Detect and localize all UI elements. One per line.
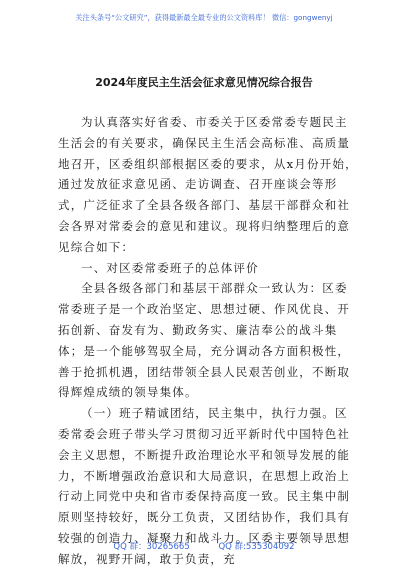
document-title: 2024年度民主生活会征求意见情况综合报告 bbox=[95, 76, 313, 89]
subsection-paragraph: （一）班子精诚团结，民主集中，执行力强。区委常委会班子带头学习贯彻习近平新时代中国特色社会主义思想，不断提升政治理论水平和领导发展的能力，不断增强政治意识和大局意识，在思想上政治上行动上同党中央和省市委保持高度一致。民主集中制原则坚持较好，既分工负责，又团结协作，我们具有较强的创造力、凝聚力和战斗力。区委主要领导思想解放，视野开阔，敢于负责，充 bbox=[58, 406, 351, 566]
qq-group-1: QQ 群：30265665 bbox=[113, 542, 190, 552]
qq-group-footer bbox=[0, 540, 408, 552]
intro-paragraph: 为认真落实好省委、市委关于区委常委专题民主生活会的有关要求，确保民主生活会高标准、高质量地召开，区委组织部根据区委的要求，从x月份开始，通过发放征求意见函、走访调查、召开座谈会等形式，广泛征求了全县各级各部门、基层干部群众和社会各界对常委会的意见和建议。现将归纳整理后的意见综合如下： bbox=[58, 115, 358, 254]
qq-group-2: QQ 群:535304092 bbox=[218, 542, 295, 552]
document-body bbox=[58, 112, 358, 570]
evaluation-paragraph: 全县各级各部门和基层干部群众一致认为：区委常委班子是一个政治坚定、思想过硬、作风优良、开拓创新、奋发有为、勤政务实、廉洁奉公的战斗集体；是一个能够驾驭全局，充分调动各方面积极性，善于抢抓机遇，团结带领全县人民艰苦创业，不断取得辉煌成绩的领导集体。 bbox=[58, 281, 351, 400]
promo-banner: 关注头条号“公文研究”，获得最新最全最专业的公文资料库！ 微信：gongwenyj bbox=[75, 13, 333, 22]
section-heading: 一、对区委常委班子的总体评价 bbox=[81, 260, 259, 275]
